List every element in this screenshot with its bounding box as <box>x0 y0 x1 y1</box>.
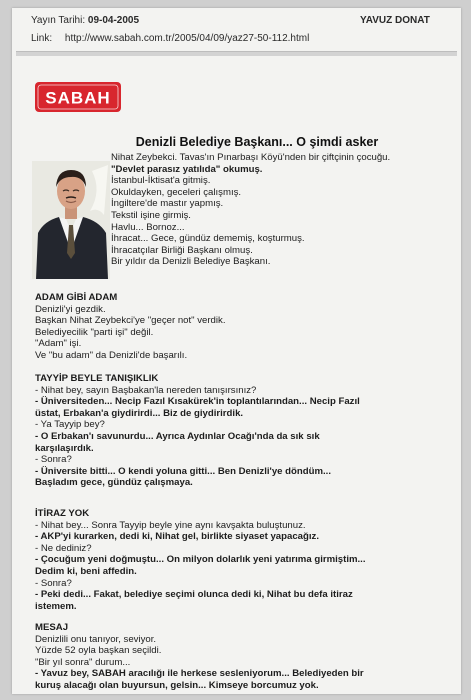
section-line: - O Erbakan'ı savunurdu... Ayrıca Aydınlar Ocağı'nda da sık sık <box>35 430 320 442</box>
section-line: Denizli'yi gezdik. <box>35 303 106 315</box>
section-line: "Bir yıl sonra" durum... <box>35 656 131 668</box>
section-line: - Peki dedi... Fakat, belediye seçimi olunca dedi ki, Nihat bu defa itiraz <box>35 589 353 601</box>
svg-text:SABAH: SABAH <box>45 88 111 108</box>
section-line: - Üniversiteden... Necip Fazıl Kısakürek'in toplantılarından... Necip Fazıl <box>35 396 360 408</box>
section-line: Yüzde 52 oyla başkan seçildi. <box>35 645 162 657</box>
intro-line: İhracatçılar Birliği Başkanı olmuş. <box>111 244 253 256</box>
section-line: - Sonra? <box>35 577 72 589</box>
section-line: Denizlili onu tanıyor, seviyor. <box>35 633 157 645</box>
sabah-logo <box>35 82 121 112</box>
source-link-label: Link: <box>31 33 53 44</box>
section-heading: İTİRAZ YOK <box>35 508 90 519</box>
source-link[interactable] <box>31 33 309 44</box>
publish-date-value: 09-04-2005 <box>87 15 140 26</box>
section-line: Başladım gece, gündüz çalışmaya. <box>35 477 193 489</box>
section-line: Belediyecilik "parti işi" değil. <box>35 326 154 338</box>
intro-line: Bir yıldır da Denizli Belediye Başkanı. <box>111 256 271 268</box>
intro-line: Tekstil işine girmiş. <box>111 209 191 221</box>
portrait-photo <box>32 161 110 279</box>
section-line: istemem. <box>35 600 77 612</box>
intro-line: "Devlet parasız yatılıda" okumuş. <box>111 163 263 175</box>
article-section <box>35 373 360 489</box>
section-line: üstat, Erbakan'a giydirirdi... Biz de giydirirdik. <box>35 407 244 419</box>
section-line: Başkan Nihat Zeybekci'ye "geçer not" verdik. <box>35 315 226 327</box>
section-line: - Üniversite bitti... O kendi yoluna gitti... Ben Denizli'ye döndüm... <box>35 465 331 477</box>
article-title: Denizli Belediye Başkanı... O şimdi asker <box>135 135 379 149</box>
section-line: kuruş alacağı olan buyursun, gelsin... Kimseye borcumuz yok. <box>35 679 319 691</box>
section-heading: MESAJ <box>35 622 69 633</box>
intro-line: İngiltere'de mastır yapmış. <box>111 198 224 210</box>
section-line: - Nihat bey... Sonra Tayyip beyle yine aynı kavşakta buluştunuz. <box>35 519 306 531</box>
portrait-image <box>32 161 110 279</box>
section-heading: ADAM GİBİ ADAM <box>35 292 118 303</box>
section-line: - Yavuz bey, SABAH aracılığı ile herkese sesleniyorum... Belediyeden bir <box>35 668 364 680</box>
article-section <box>35 622 364 692</box>
section-line: - Sonra? <box>35 454 72 466</box>
section-heading: TAYYİP BEYLE TANIŞIKLIK <box>35 373 159 384</box>
section-line: karşılaşırdık. <box>35 442 94 454</box>
section-body <box>35 520 366 613</box>
section-line: - AKP'yi kurarken, dedi ki, Nihat gel, birlikte siyaset yapacağız. <box>35 531 319 543</box>
sabah-logo-mark <box>35 82 121 112</box>
publish-date <box>31 15 139 26</box>
publish-date-label: Yayın Tarihi: <box>31 15 86 26</box>
section-body <box>35 304 225 362</box>
article-section <box>35 508 366 612</box>
article-section <box>35 292 225 362</box>
intro-paragraph <box>111 152 390 268</box>
intro-line: Nihat Zeybekci. Tavas'ın Pınarbaşı Köyü'nden bir çiftçinin çocuğu. <box>111 152 391 163</box>
section-line: Dedim ki, beni affedin. <box>35 565 137 577</box>
source-link-url[interactable]: http://www.sabah.com.tr/2005/04/09/yaz27-50-112.html <box>64 33 310 44</box>
intro-line: İhracat... Gece, gündüz dememiş, koşturmuş. <box>111 233 305 245</box>
section-line: - Ne dediniz? <box>35 542 92 554</box>
section-line: Ve "bu adam" da Denizli'de başarılı. <box>35 349 188 361</box>
section-line: "Adam" işi. <box>35 338 82 350</box>
section-body <box>35 385 360 489</box>
intro-line: Havlu... Bornoz... <box>111 221 185 233</box>
section-body <box>35 634 364 692</box>
intro-line: İstanbul-İktisat'a gitmiş. <box>111 175 211 187</box>
section-line: - Nihat bey, sayın Başbakan'la nereden tanışırsınız? <box>35 384 257 396</box>
article-page <box>12 8 461 694</box>
intro-line: Okuldayken, geceleri çalışmış. <box>111 186 242 198</box>
author-name: YAVUZ DONAT <box>360 15 430 26</box>
header-divider <box>16 51 457 56</box>
section-line: - Ya Tayyip bey? <box>35 419 105 431</box>
section-line: - Çocuğum yeni doğmuştu... On milyon dolarlık yeni yatırıma girmiştim... <box>35 554 366 566</box>
